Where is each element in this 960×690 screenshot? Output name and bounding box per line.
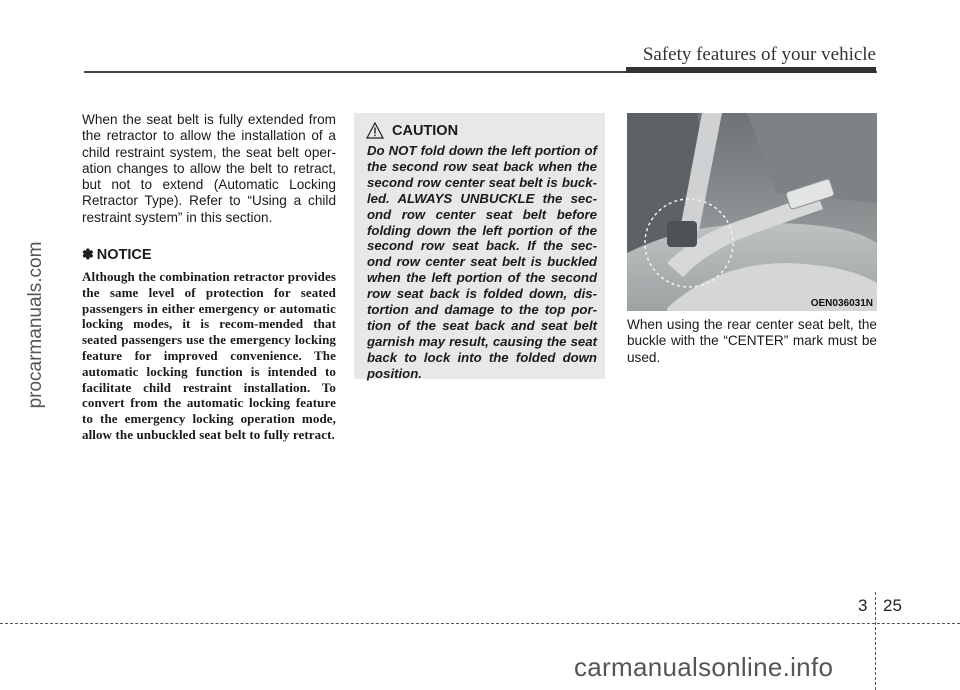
page-number: 25 [883, 596, 902, 615]
caution-heading [366, 122, 458, 139]
intro-paragraph: When the seat belt is fully extended from the retractor to allow the installation of a child restraint system, the seat belt oper-ation changes to allow the belt to retract, but not to extend (Automatic Locking Retractor Type). Refer to “Using a child restraint system” in this section. [82, 112, 336, 225]
header-section-title: Safety features of your vehicle [642, 44, 876, 65]
figure-caption: OEN036031N [810, 298, 873, 309]
bottom-watermark: carmanualsonline.info [574, 652, 834, 682]
notice-body: Although the combination retractor provides the same level of protection for seated passengers in either emergency or automatic locking modes, it is recom-mended that seated passengers use the emergency locking feature for improved convenience. The automatic locking function is intended to facilitate child restraint installation. To convert from the automatic locking feature to the emergency locking operation mode, allow the unbuckled seat belt to fully retract. [82, 269, 336, 443]
seat-belt-photo [627, 113, 877, 311]
page-number-divider [875, 592, 877, 690]
header-rule-accent [626, 67, 876, 73]
seat-belt-illustration [627, 113, 877, 311]
warning-triangle-icon [366, 122, 384, 139]
notice-title: NOTICE [96, 246, 152, 263]
side-watermark: procarmanuals.com [25, 241, 46, 409]
notice-star-icon: ✽ [82, 246, 94, 263]
center-belt-paragraph: When using the rear center seat belt, the buckle with the “CENTER” mark must be used. [627, 317, 877, 365]
footer-rule [0, 623, 960, 624]
page-number-block [840, 596, 900, 616]
section-number: 3 [858, 596, 868, 615]
caution-box [354, 113, 605, 379]
caution-title: CAUTION [392, 122, 459, 139]
caution-body: Do NOT fold down the left portion of the second row seat back when the second row center seat belt is buck-led. ALWAYS UNBUCKLE the sec-ond row center seat belt before folding down the left portion of the second row seat back. If the sec-ond row center seat belt is buckled when the left portion of the second row seat back is folded down, dis-tortion and damage to the top por-tion of the seat back and seat belt garnish may result, causing the seat back to lock into the folded down position. [367, 143, 597, 381]
column-left [82, 112, 336, 443]
notice-heading [82, 246, 336, 263]
